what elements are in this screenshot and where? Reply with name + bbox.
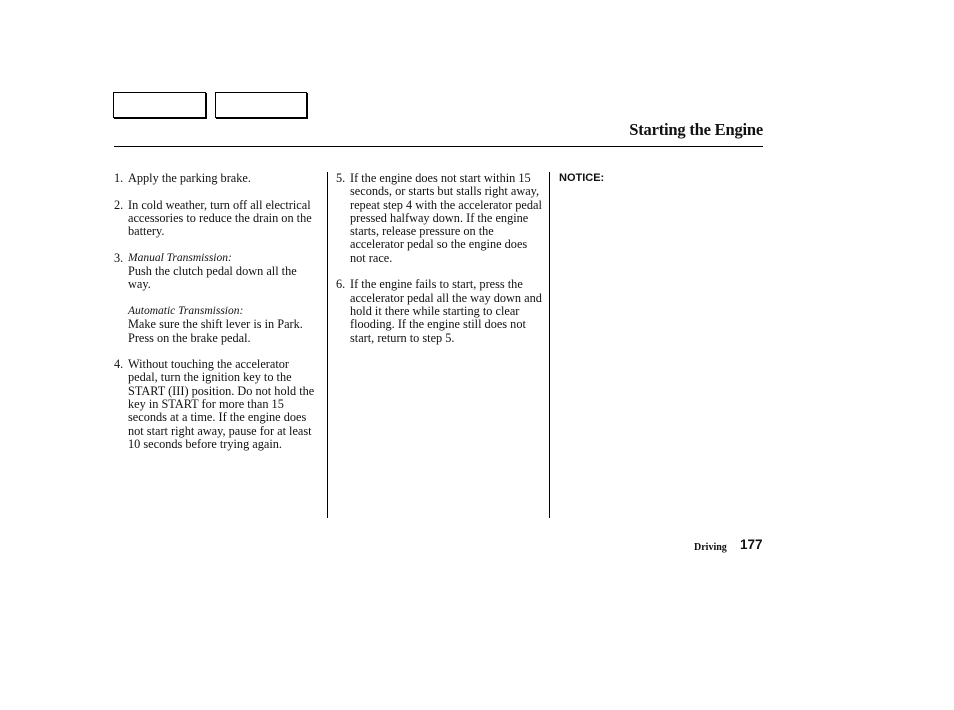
step-2 <box>114 199 320 239</box>
step-number: 5. <box>336 171 346 185</box>
page-title: Starting the Engine <box>629 120 763 139</box>
step-number: 1. <box>114 171 124 185</box>
step-number: 6. <box>336 277 346 292</box>
manual-transmission-label: Manual Transmission: <box>128 251 232 264</box>
step-number: 3. <box>114 250 124 265</box>
step-text: If the engine does not start within 15 seconds, or starts but stalls right away, repeat step 4 with the accelerator pedal pressed halfway down. If the engine starts, release pressure on the accelerator pedal so the engine does not race. <box>350 171 542 265</box>
step-3 <box>114 252 320 345</box>
column-2 <box>336 172 542 358</box>
title-divider <box>114 146 763 147</box>
column-3 <box>559 172 759 185</box>
footer-section-name: Driving <box>694 542 727 553</box>
manual-transmission-text: Push the clutch pedal down all the way. <box>128 264 297 292</box>
step-1 <box>114 172 320 185</box>
automatic-transmission-label: Automatic Transmission: <box>128 304 244 317</box>
automatic-transmission-text: Make sure the shift lever is in Park. Press on the brake pedal. <box>128 317 303 345</box>
step-4 <box>114 358 320 451</box>
step-number: 2. <box>114 197 124 212</box>
automatic-transmission-block <box>128 305 320 345</box>
step-text: Apply the parking brake. <box>128 171 251 185</box>
step-text: If the engine fails to start, press the accelerator pedal all the way down and hold it there while starting to clear flooding. If the engine still does not start, return to step 5. <box>350 277 542 345</box>
page-number: 177 <box>740 537 763 552</box>
step-5 <box>336 172 542 265</box>
column-divider-1 <box>327 172 328 518</box>
nav-button-next[interactable] <box>215 92 307 118</box>
nav-button-previous[interactable] <box>113 92 206 118</box>
notice-label: NOTICE: <box>559 172 605 184</box>
step-6 <box>336 278 542 344</box>
step-number: 4. <box>114 357 124 372</box>
step-text: In cold weather, turn off all electrical accessories to reduce the drain on the battery. <box>128 197 312 239</box>
column-divider-2 <box>549 172 550 518</box>
column-1 <box>114 172 320 465</box>
step-text: Without touching the accelerator pedal, turn the ignition key to the START (III) position. Do not hold the key in START for more than 15 seconds at a time. If the engine does not start right away, pause for at least 10 seconds before trying again. <box>128 357 315 451</box>
